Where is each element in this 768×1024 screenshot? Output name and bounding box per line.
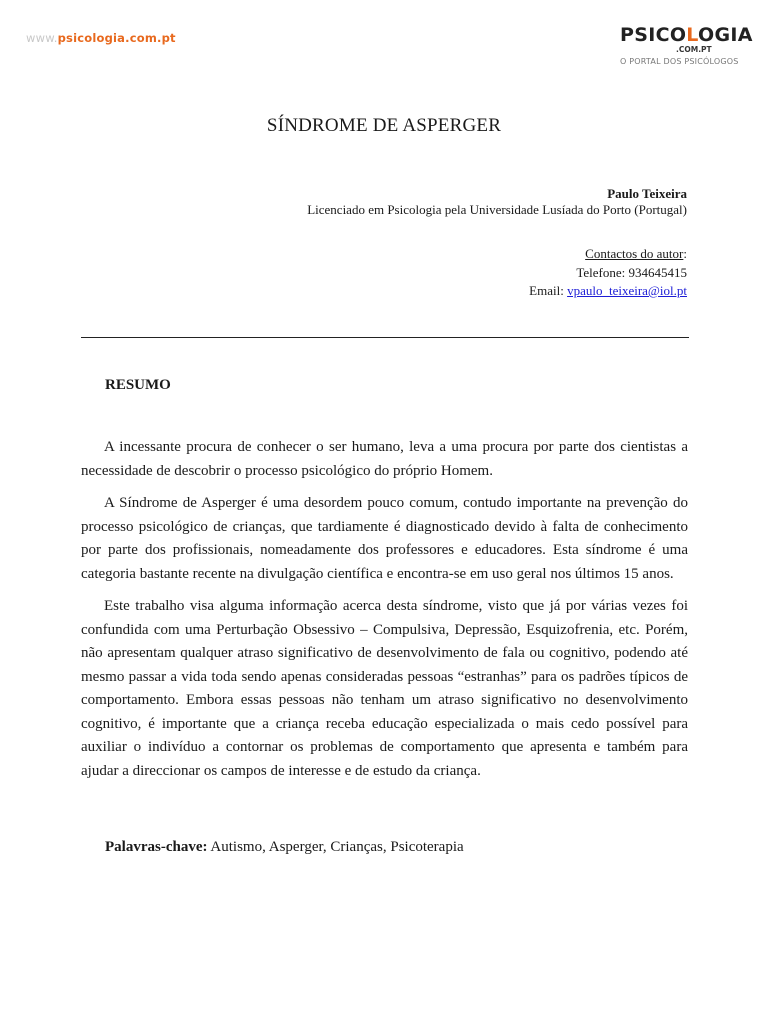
contacts-label: Contactos do autor	[585, 246, 684, 261]
author-contacts	[529, 245, 687, 301]
keywords-label: Palavras-chave:	[105, 839, 208, 855]
phone-label: Telefone:	[576, 264, 626, 280]
abstract-paragraph: A incessante procura de conhecer o ser humano, leva a uma procura por parte dos cientistas a necessidade de descobrir o processo psicológico do próprio Homem.	[81, 439, 688, 479]
abstract-heading: RESUMO	[105, 377, 171, 393]
phone-line	[529, 264, 687, 283]
logo-tagline: O PORTAL DOS PSICÓLOGOS	[620, 57, 739, 66]
abstract-body	[81, 436, 688, 792]
keywords-values: Autismo, Asperger, Crianças, Psicoterapia	[210, 839, 464, 855]
logo-subdomain: .COM.PT	[676, 45, 712, 54]
abstract-paragraph: Este trabalho visa alguma informação acerca desta síndrome, visto que já por várias vezes foi confundida com uma Perturbação Obsessivo – Compulsiva, Depressão, Esquizofrenia, etc. Porém, não apresentam qualquer atraso significativo de desenvolvimento de fala ou cognitivo, podendo até mesmo passar a vida toda sendo apenas consideradas pessoas “estranhas” para os padrões típicos de comportamento. Embora essas pessoas não tenham um atraso significativo no desenvolvimento cognitivo, é importante que a criança receba educação especializada o mais cedo possível para auxiliar o indivíduo a contornar os problemas de comportamento que apresenta e também para ajudar a direccionar os campos de interesse e de estudo da criança.	[81, 598, 688, 779]
phone-number: 934645415	[628, 264, 687, 280]
author-name: Paulo Teixeira	[607, 186, 687, 201]
logo-wordmark	[620, 24, 753, 46]
logo-word-accent: L	[686, 24, 699, 46]
document-title: SÍNDROME DE ASPERGER	[266, 115, 502, 136]
abstract-paragraph: A Síndrome de Asperger é uma desordem pouco comum, contudo importante na prevenção do processo psicológico de crianças, que tardiamente é diagnosticado devido à falta de conhecimento por parte dos profissionais, nomeadamente dos professores e educadores. Esta síndrome é uma categoria bastante recente na divulgação científica e encontra-se em uso geral nos últimos 15 anos.	[81, 495, 688, 582]
email-link[interactable]: vpaulo_teixeira@iol.pt	[567, 283, 687, 298]
psicologia-logo[interactable]	[600, 24, 753, 72]
keywords-line	[105, 839, 464, 856]
author-affiliation: Licenciado em Psicologia pela Universidade Lusíada do Porto (Portugal)	[307, 202, 687, 217]
email-label: Email:	[529, 283, 564, 298]
logo-word-left: PSICO	[620, 24, 687, 46]
site-url-link[interactable]	[26, 31, 176, 45]
contacts-heading-line: Contactos do autor:	[585, 246, 687, 261]
email-line	[529, 282, 687, 301]
header-divider	[81, 337, 689, 338]
site-url-domain: psicologia.com.pt	[57, 31, 176, 45]
author-block	[307, 185, 687, 218]
site-url-prefix: www.	[26, 31, 58, 45]
logo-word-right: OGIA	[698, 24, 753, 46]
